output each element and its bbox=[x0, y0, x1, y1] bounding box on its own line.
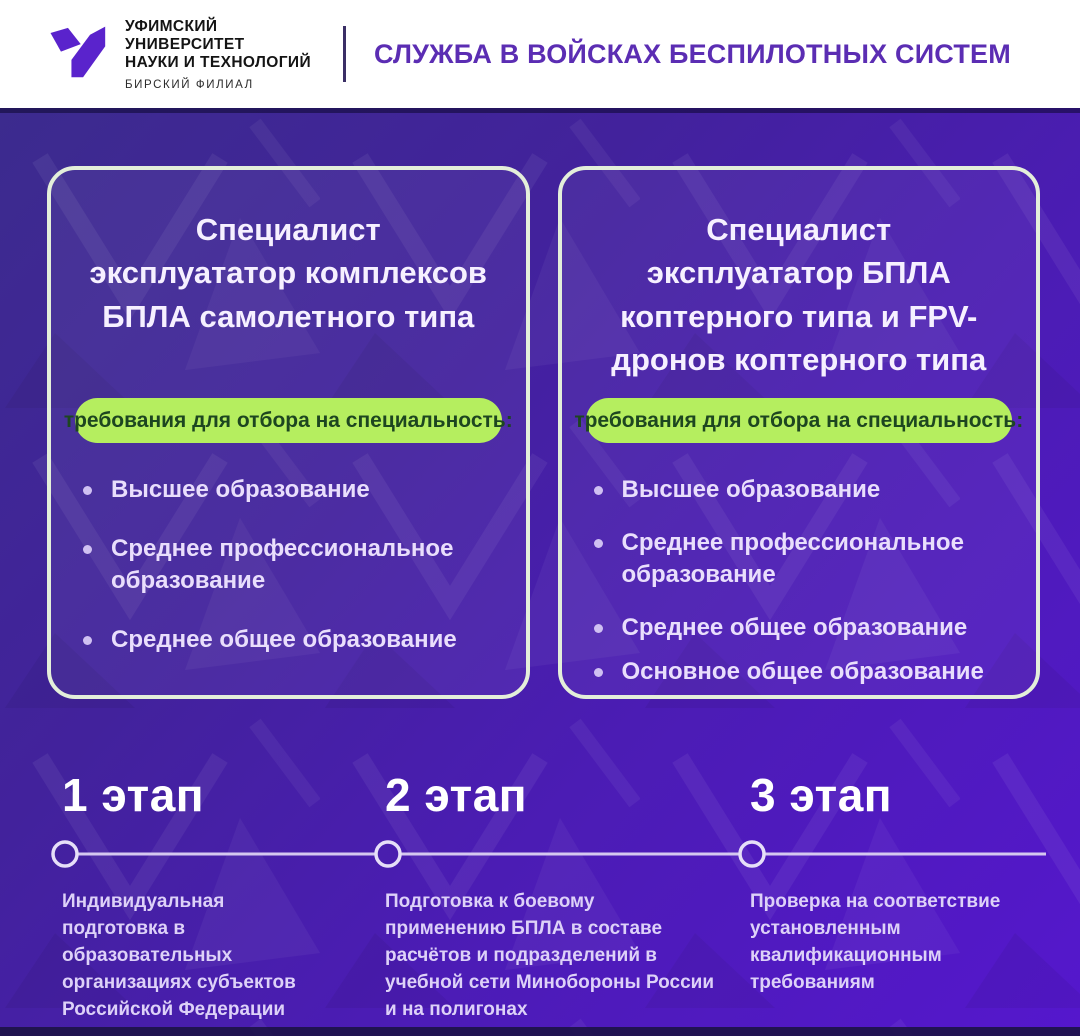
university-name-block bbox=[125, 18, 311, 91]
card-title-line: БПЛА самолетного типа bbox=[102, 298, 475, 334]
requirements-list bbox=[564, 474, 1035, 709]
header bbox=[0, 0, 1080, 108]
card-title-line: дронов коптерного типа bbox=[611, 342, 987, 378]
stage-column-2 bbox=[385, 768, 717, 1020]
stage-column-3 bbox=[750, 768, 1050, 993]
requirement-text: Среднее профессиональное образование bbox=[111, 534, 454, 594]
stage-description: Индивидуальная подготовка в образовательных организациях субъектов Российской Федерации bbox=[62, 891, 296, 1020]
stage-label: 1 этап bbox=[62, 769, 205, 821]
card-title-line: коптерного типа и FPV- bbox=[620, 298, 978, 334]
stage-description: Проверка на соответствие установленным квалификационным требованиям bbox=[750, 891, 1001, 993]
requirement-text: Высшее образование bbox=[111, 476, 370, 503]
specialist-card-copter bbox=[558, 166, 1041, 699]
list-item bbox=[53, 533, 524, 597]
requirement-text: Среднее общее образование bbox=[111, 625, 457, 653]
requirement-text: Основное общее образование bbox=[621, 657, 984, 685]
requirements-badge: требования для отбора на специальность: bbox=[586, 398, 1013, 443]
requirement-text: Среднее профессиональное образование bbox=[621, 528, 964, 588]
list-item bbox=[564, 612, 1035, 644]
stage-column-1 bbox=[62, 768, 332, 1020]
card-title-line: эксплуататор БПЛА bbox=[646, 255, 951, 291]
branch-name: БИРСКИЙ ФИЛИАЛ bbox=[125, 78, 254, 91]
university-name-line: УНИВЕРСИТЕТ bbox=[125, 35, 245, 53]
card-title-line: Специалист bbox=[195, 212, 381, 247]
list-item bbox=[564, 656, 1035, 688]
specialist-card-airplane bbox=[47, 166, 530, 699]
header-divider bbox=[343, 26, 346, 82]
requirement-text: Среднее общее образование bbox=[621, 613, 968, 641]
university-name-line: НАУКИ И ТЕХНОЛОГИЙ bbox=[125, 53, 312, 71]
timeline-graphic bbox=[0, 840, 1080, 868]
timeline-node-icon bbox=[376, 842, 400, 866]
specialist-cards-row bbox=[47, 166, 1040, 699]
list-item bbox=[564, 474, 1035, 506]
card-title-line: эксплуататор комплексов bbox=[89, 255, 487, 291]
timeline-node-icon bbox=[53, 842, 77, 866]
card-title-line: Специалист bbox=[706, 212, 892, 247]
card-title bbox=[576, 208, 1023, 382]
list-item bbox=[564, 527, 1035, 591]
poster-body bbox=[0, 108, 1080, 1036]
page-title: СЛУЖБА В ВОЙСКАХ БЕСПИЛОТНЫХ СИСТЕМ bbox=[374, 38, 1011, 69]
stage-description: Подготовка к боевому применению БПЛА в составе расчётов и подразделений в учебной сети Минобороны России и на полигонах bbox=[385, 891, 715, 1020]
stage-label: 2 этап bbox=[385, 769, 528, 821]
requirement-text: Высшее образование bbox=[621, 476, 881, 503]
list-item bbox=[53, 474, 524, 506]
university-logo-icon bbox=[47, 23, 111, 85]
university-name-line: УФИМСКИЙ bbox=[125, 17, 218, 35]
list-item bbox=[53, 624, 524, 656]
timeline-node-icon bbox=[740, 842, 764, 866]
requirements-list bbox=[53, 474, 524, 683]
stages-section bbox=[0, 768, 1080, 1036]
card-title bbox=[65, 208, 512, 338]
stage-label: 3 этап bbox=[750, 769, 893, 821]
requirements-badge: требования для отбора на специальность: bbox=[75, 398, 502, 443]
